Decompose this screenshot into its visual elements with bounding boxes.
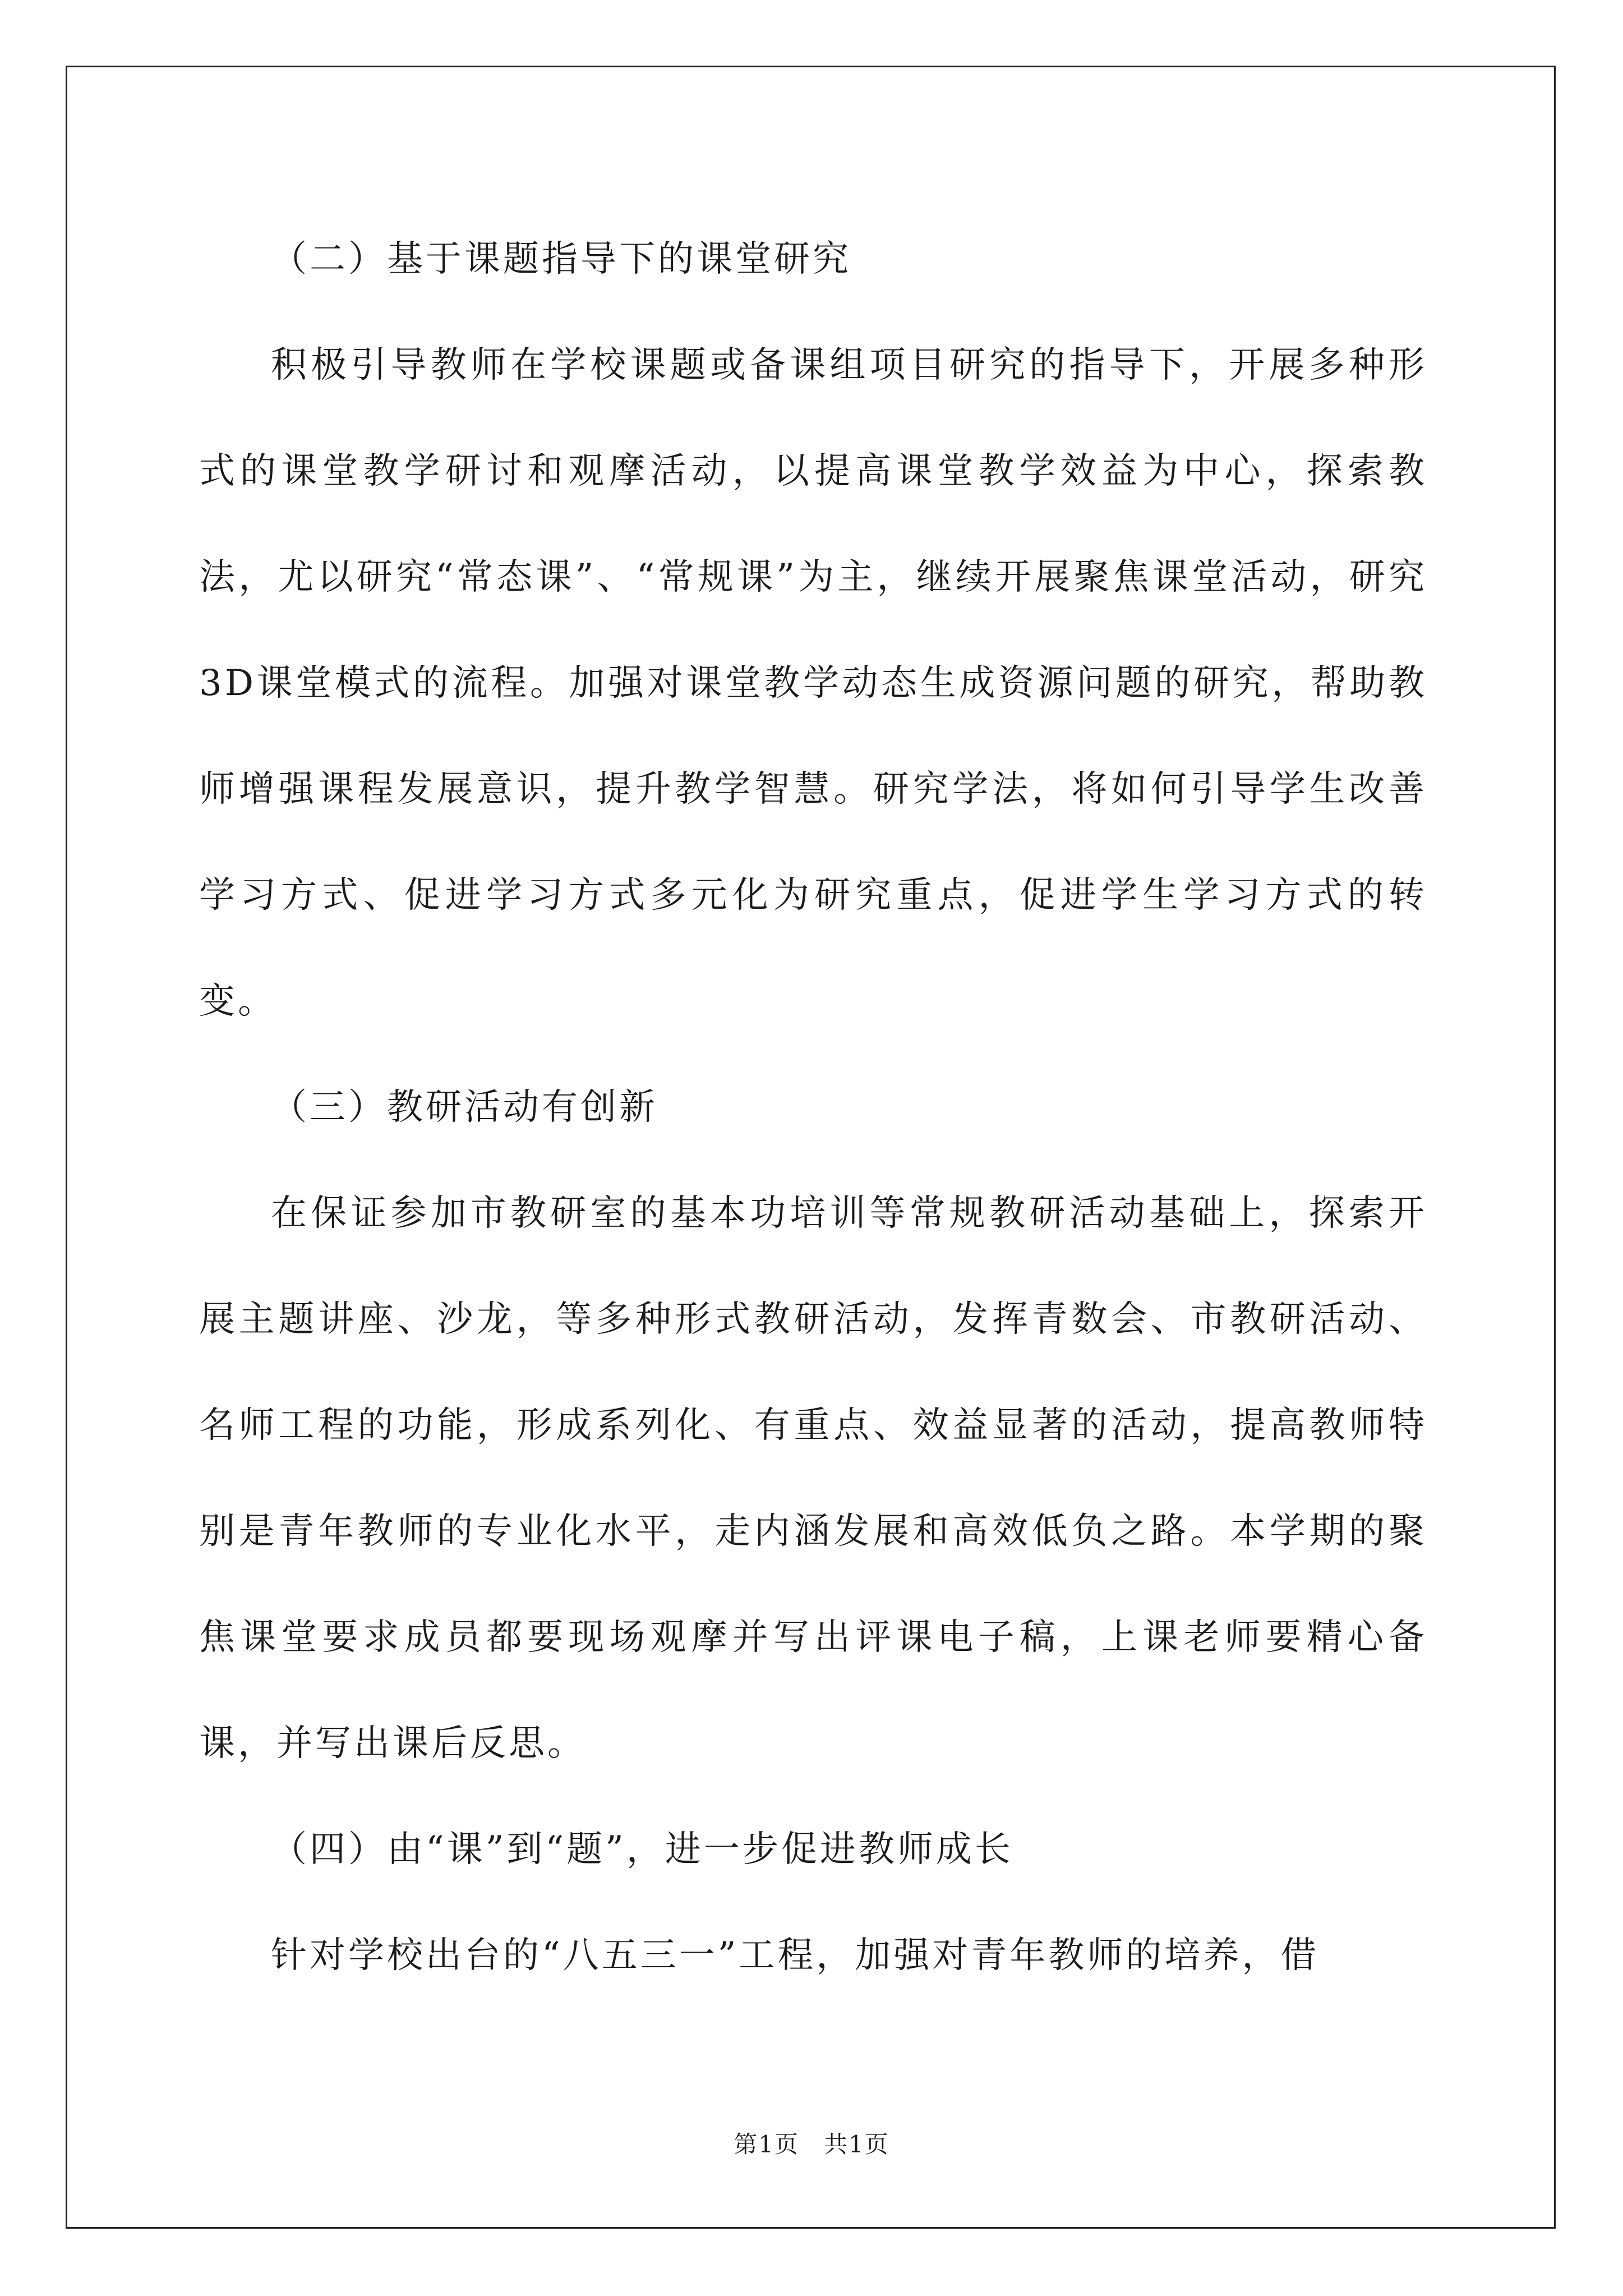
document-body [199, 206, 1427, 2009]
section-paragraph-3: 在保证参加市教研室的基本功培训等常规教研活动基础上，探索开展主题讲座、沙龙，等多种形式教研活动，发挥青数会、市教研活动、名师工程的功能，形成系列化、有重点、效益显著的活动，提高教师特别是青年教师的专业化水平，走内涵发展和高效低负之路。本学期的聚焦课堂要求成员都要现场观摩并写出评课电子稿，上课老师要精心备课，并写出课后反思。 [199, 1193, 1427, 1764]
section-heading-4: （四）由“课”到“题”，进一步促进教师成长 [271, 1829, 1013, 1870]
section-paragraph-2: 积极引导教师在学校课题或备课组项目研究的指导下，开展多种形式的课堂教学研讨和观摩活动，以提高课堂教学效益为中心，探索教法，尤以研究“常态课”、“常规课”为主，继续开展聚焦课堂活动，研究3D课堂模式的流程。加强对课堂教学动态生成资源问题的研究，帮助教师增强课程发展意识，提升教学智慧。研究学法，将如何引导学生改善学习方式、促进学习方式多元化为研究重点，促进学生学习方式的转变。 [199, 344, 1427, 1022]
page-footer: 第1页 共1页 [734, 2131, 889, 2158]
section-paragraph-4: 针对学校出台的“八五三一”工程，加强对青年教师的培养，借 [271, 1935, 1320, 1976]
section-heading-2: （二）基于课题指导下的课堂研究 [271, 238, 851, 280]
section-heading-3: （三）教研活动有创新 [271, 1087, 658, 1128]
